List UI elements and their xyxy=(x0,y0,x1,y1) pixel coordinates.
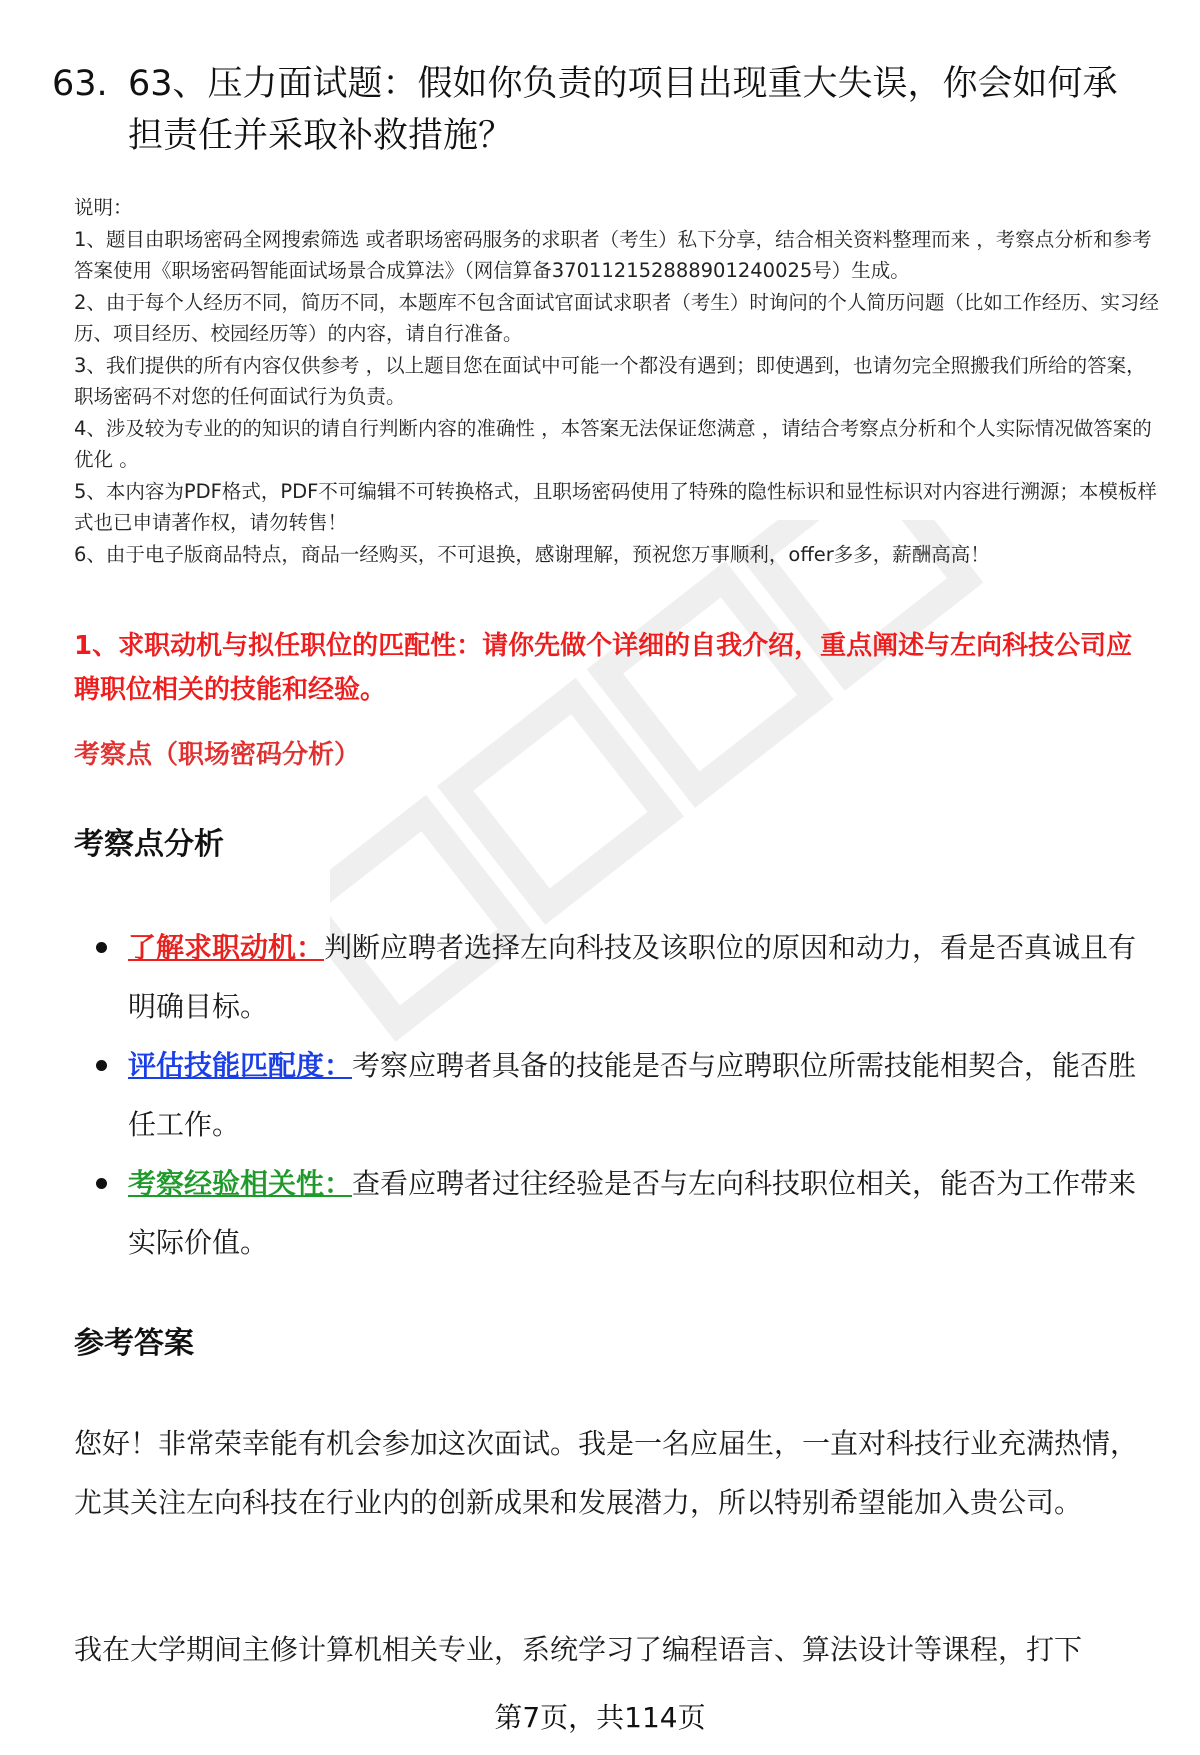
note-item: 6、由于电子版商品特点，商品一经购买，不可退换，感谢理解，预祝您万事顺利，offer多多，薪酬高高！ xyxy=(74,542,990,566)
bullet-keyword: 评估技能匹配度： xyxy=(128,1049,353,1082)
bullet-text: 考察应聘者具备的技能是否与应聘职位所需技能相契合，能否胜任工作。 xyxy=(128,1049,1137,1141)
list-item xyxy=(96,1154,1156,1272)
bullet-dot-icon xyxy=(96,942,107,953)
sub-question: 1、求职动机与拟任职位的匹配性：请你先做个详细的自我介绍，重点阐述与左向科技公司应聘职位相关的技能和经验。 xyxy=(74,631,1133,705)
bullet-keyword: 了解求职动机： xyxy=(128,931,325,964)
analysis-label: 考察点（职场密码分析） xyxy=(74,740,361,770)
list-item xyxy=(96,1036,1156,1154)
question-heading xyxy=(52,58,1152,162)
question-title: 63、压力面试题：假如你负责的项目出现重大失误，你会如何承担责任并采取补救措施？ xyxy=(128,64,1118,156)
notes-heading: 说明： xyxy=(74,196,133,219)
answer-heading: 参考答案 xyxy=(74,1326,194,1361)
analysis-list xyxy=(96,918,1156,1272)
page-footer: 第7页，共114页 xyxy=(494,1701,706,1734)
bullet-dot-icon xyxy=(96,1178,107,1189)
note-item: 2、由于每个人经历不同，简历不同，本题库不包含面试官面试求职者（考生）时询问的个人简历问题（比如工作经历、实习经历、项目经历、校园经历等）的内容，请自行准备。 xyxy=(74,290,1159,345)
bullet-text: 查看应聘者过往经验是否与左向科技职位相关，能否为工作带来实际价值。 xyxy=(128,1167,1137,1259)
analysis-heading: 考察点分析 xyxy=(74,827,224,862)
answer-paragraph: 您好！非常荣幸能有机会参加这次面试。我是一名应届生，一直对科技行业充满热情，尤其关注左向科技在行业内的创新成果和发展潜力，所以特别希望能加入贵公司。 xyxy=(74,1427,1139,1519)
note-item: 1、题目由职场密码全网搜索筛选 或者职场密码服务的求职者（考生）私下分享，结合相关资料整理而来 ，考察点分析和参考答案使用《职场密码智能面试场景合成算法》（网信算备370112152888901240025号）生成。 xyxy=(74,227,1152,282)
note-item: 3、我们提供的所有内容仅供参考 ，以上题目您在面试中可能一个都没有遇到；即使遇到，也请勿完全照搬我们所给的答案，职场密码不对您的任何面试行为负责。 xyxy=(74,353,1146,408)
bullet-dot-icon xyxy=(96,1060,107,1071)
bullet-text: 判断应聘者选择左向科技及该职位的原因和动力，看是否真诚且有明确目标。 xyxy=(128,931,1137,1023)
note-item: 5、本内容为PDF格式，PDF不可编辑不可转换格式，且职场密码使用了特殊的隐性标识和显性标识对内容进行溯源；本模板样式也已申请著作权，请勿转售！ xyxy=(74,479,1157,534)
list-item xyxy=(96,918,1156,1036)
answer-paragraph: 我在大学期间主修计算机相关专业，系统学习了编程语言、算法设计等课程，打下 xyxy=(74,1633,1083,1666)
question-number: 63. xyxy=(52,64,108,104)
notes-block xyxy=(74,192,1164,570)
bullet-keyword: 考察经验相关性： xyxy=(128,1167,353,1200)
note-item: 4、涉及较为专业的的知识的请自行判断内容的准确性 ，本答案无法保证您满意 ，请结合考察点分析和个人实际情况做答案的优化 。 xyxy=(74,416,1152,471)
